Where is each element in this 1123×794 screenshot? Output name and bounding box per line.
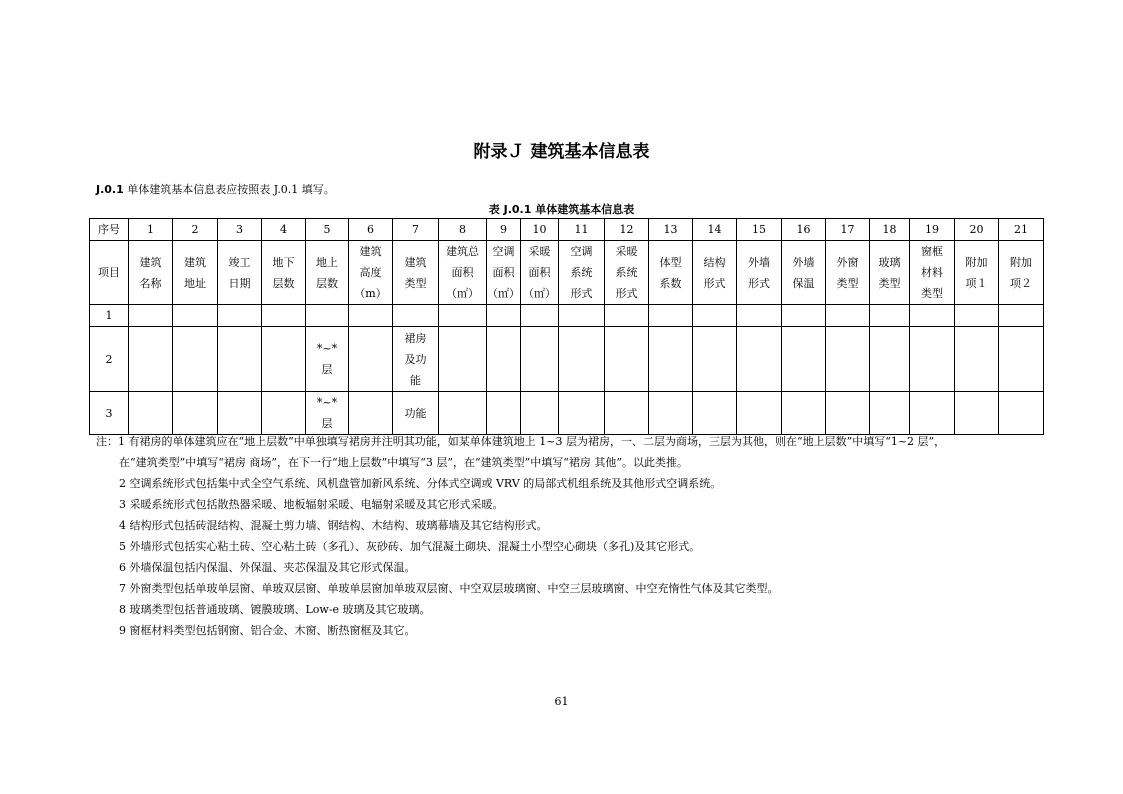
empty-cell <box>605 305 649 327</box>
header-cell-line: 建筑 <box>139 255 162 269</box>
empty-cell <box>487 305 521 327</box>
header-cell <box>870 241 910 305</box>
number-cell: 11 <box>559 219 605 241</box>
header-cell-line: 面积 <box>451 266 474 279</box>
empty-cell <box>693 392 737 435</box>
header-cell <box>129 241 173 305</box>
number-cell: 1 <box>129 219 173 241</box>
empty-cell <box>306 305 349 327</box>
header-cell-line: （㎡） <box>523 287 556 300</box>
empty-cell <box>262 327 306 392</box>
header-cell <box>955 241 999 305</box>
floors-above-cell-line: *~* <box>316 342 338 355</box>
number-cell: 12 <box>605 219 649 241</box>
empty-cell <box>605 392 649 435</box>
header-cell-line: （m） <box>354 287 387 300</box>
building-type-cell-line: 功能 <box>404 406 427 420</box>
header-cell <box>393 241 439 305</box>
number-cell: 10 <box>521 219 559 241</box>
header-cell-line: 类型 <box>921 287 943 300</box>
empty-cell <box>910 305 955 327</box>
header-cell-line: 项目 <box>98 266 120 279</box>
header-cell-line: 类型 <box>878 276 901 290</box>
table-row <box>90 327 1044 392</box>
building-type-cell-line: 及功 <box>404 352 427 366</box>
row-id-cell: 3 <box>90 392 129 435</box>
header-cell-line: （㎡） <box>487 287 520 300</box>
header-cell-line: 保温 <box>792 276 815 290</box>
header-cell-line: 空调 <box>492 245 515 258</box>
note-line: 9 窗框材料类型包括钢窗、铝合金、木窗、断热窗框及其它。 <box>119 624 416 637</box>
header-cell <box>605 241 649 305</box>
note-line: 6 外墙保温包括内保温、外保温、夹芯保温及其它形式保温。 <box>119 561 416 574</box>
header-cell-line: 形式 <box>570 287 593 300</box>
number-cell: 18 <box>870 219 910 241</box>
header-cell <box>693 241 737 305</box>
empty-cell <box>349 392 393 435</box>
header-cell <box>826 241 870 305</box>
header-cell-line: 面积 <box>492 266 515 279</box>
empty-cell <box>262 305 306 327</box>
empty-cell <box>521 327 559 392</box>
page-number: 61 <box>554 695 569 708</box>
header-cell-line: 结构 <box>703 255 726 269</box>
header-cell-line: 地下 <box>272 255 295 269</box>
notes-section <box>96 431 945 641</box>
empty-cell <box>129 327 173 392</box>
number-cell: 17 <box>826 219 870 241</box>
empty-cell <box>487 327 521 392</box>
header-cell-line: （㎡） <box>446 287 479 300</box>
empty-cell <box>649 392 693 435</box>
header-cell-line: 建筑 <box>184 255 206 269</box>
empty-cell <box>559 392 605 435</box>
header-cell-line: 外墙 <box>748 255 770 269</box>
building-type-cell-line: 裙房 <box>404 331 427 345</box>
header-cell-line: 类型 <box>404 276 427 290</box>
header-cell <box>559 241 605 305</box>
empty-cell <box>173 392 218 435</box>
empty-cell <box>173 305 218 327</box>
header-cell <box>173 241 218 305</box>
header-cell <box>649 241 693 305</box>
table-caption: 表 J.0.1 单体建筑基本信息表 <box>488 203 635 216</box>
empty-cell <box>955 305 999 327</box>
empty-cell <box>439 392 487 435</box>
empty-cell <box>737 327 782 392</box>
header-cell-line: 窗框 <box>921 245 943 258</box>
empty-cell <box>218 327 262 392</box>
table-header-row <box>90 241 1044 305</box>
header-cell-line: 项２ <box>1010 276 1032 290</box>
header-cell-line: 建筑总 <box>446 245 479 258</box>
header-cell <box>218 241 262 305</box>
header-cell-line: 材料 <box>921 266 943 279</box>
empty-cell <box>737 392 782 435</box>
building-type-cell <box>393 327 439 392</box>
empty-cell <box>559 327 605 392</box>
note-line: 8 玻璃类型包括普通玻璃、镀膜玻璃、Low-e 玻璃及其它玻璃。 <box>119 603 431 616</box>
header-cell-line: 附加 <box>965 255 988 269</box>
header-cell <box>521 241 559 305</box>
empty-cell <box>870 305 910 327</box>
number-cell: 2 <box>173 219 218 241</box>
building-type-cell-line: 能 <box>410 373 421 387</box>
header-cell-line: 建筑 <box>359 245 382 258</box>
number-cell: 7 <box>393 219 439 241</box>
header-cell-line: 面积 <box>528 266 551 279</box>
header-cell-line: 玻璃 <box>878 255 901 269</box>
empty-cell <box>605 327 649 392</box>
empty-cell <box>782 305 826 327</box>
header-cell-line: 高度 <box>359 266 382 279</box>
table-row <box>90 305 1044 327</box>
empty-cell <box>129 305 173 327</box>
header-cell-line: 采暖 <box>528 245 551 258</box>
empty-cell <box>999 327 1044 392</box>
header-cell-line: 日期 <box>228 276 251 290</box>
empty-cell <box>999 392 1044 435</box>
number-cell: 4 <box>262 219 306 241</box>
header-cell <box>90 241 129 305</box>
building-type-cell <box>393 392 439 435</box>
header-cell-line: 地址 <box>184 276 206 290</box>
number-cell: 3 <box>218 219 262 241</box>
number-cell: 15 <box>737 219 782 241</box>
header-cell <box>349 241 393 305</box>
empty-cell <box>649 327 693 392</box>
header-cell-line: 形式 <box>615 287 638 300</box>
header-cell <box>782 241 826 305</box>
header-cell <box>910 241 955 305</box>
number-cell: 5 <box>306 219 349 241</box>
header-cell-line: 竣工 <box>228 255 251 269</box>
empty-cell <box>955 327 999 392</box>
note-line: 注：1 有裙房的单体建筑应在“地上层数”中单独填写裙房并注明其功能，如某单体建筑地上 1~3 层为裙房，一、二层为商场，三层为其他，则在“地上层数”中填写“1~2 层”， <box>96 435 946 448</box>
header-cell-line: 形式 <box>703 276 726 290</box>
empty-cell <box>999 305 1044 327</box>
number-cell: 6 <box>349 219 393 241</box>
page-title: 附录Ｊ 建筑基本信息表 <box>473 142 650 162</box>
row-id-cell: 2 <box>90 327 129 392</box>
intro-paragraph <box>96 181 335 197</box>
header-cell-line: 建筑 <box>404 255 427 269</box>
number-cell: 19 <box>910 219 955 241</box>
floors-above-cell-line: 层 <box>321 417 333 430</box>
header-cell <box>306 241 349 305</box>
number-cell: 14 <box>693 219 737 241</box>
empty-cell <box>870 392 910 435</box>
empty-cell <box>218 392 262 435</box>
note-line: 7 外窗类型包括单玻单层窗、单玻双层窗、单玻单层窗加单玻双层窗、中空双层玻璃窗、中空三层玻璃窗、中空充惰性气体及其它类型。 <box>119 582 779 595</box>
empty-cell <box>129 392 173 435</box>
empty-cell <box>649 305 693 327</box>
header-cell-line: 层数 <box>272 276 295 290</box>
header-cell-line: 名称 <box>139 276 162 290</box>
floors-above-cell <box>306 327 349 392</box>
floors-above-cell-line: *~* <box>316 396 338 409</box>
number-cell: 16 <box>782 219 826 241</box>
note-line: 2 空调系统形式包括集中式全空气系统、风机盘管加新风系统、分体式空调或 VRV 的局部式机组系统及其他形式空调系统。 <box>119 477 722 490</box>
number-cell: 9 <box>487 219 521 241</box>
row-id-cell: 1 <box>90 305 129 327</box>
empty-cell <box>782 392 826 435</box>
empty-cell <box>693 305 737 327</box>
empty-cell <box>910 392 955 435</box>
note-line: 4 结构形式包括砖混结构、混凝土剪力墙、钢结构、木结构、玻璃幕墙及其它结构形式。 <box>119 519 548 532</box>
floors-above-cell-line: 层 <box>321 363 333 376</box>
header-cell-line: 系数 <box>659 276 682 290</box>
header-cell-line: 形式 <box>748 276 770 290</box>
header-cell <box>439 241 487 305</box>
header-cell <box>487 241 521 305</box>
empty-cell <box>559 305 605 327</box>
empty-cell <box>693 327 737 392</box>
header-cell-line: 附加 <box>1010 255 1032 269</box>
empty-cell <box>521 305 559 327</box>
number-cell: 20 <box>955 219 999 241</box>
number-cell: 序号 <box>90 219 129 241</box>
empty-cell <box>262 392 306 435</box>
table-row <box>90 392 1044 435</box>
empty-cell <box>521 392 559 435</box>
empty-cell <box>349 327 393 392</box>
empty-cell <box>826 392 870 435</box>
header-cell-line: 项１ <box>965 276 988 290</box>
header-cell-line: 系统 <box>570 266 593 279</box>
table-number-row <box>90 219 1044 241</box>
empty-cell <box>955 392 999 435</box>
empty-cell <box>393 305 439 327</box>
note-line: 5 外墙形式包括实心粘土砖、空心粘土砖（多孔）、灰砂砖、加气混凝土砌块、混凝土小型空心砌块（多孔)及其它形式。 <box>119 540 701 553</box>
building-info-table <box>89 218 1044 435</box>
empty-cell <box>910 327 955 392</box>
empty-cell <box>173 327 218 392</box>
header-cell <box>999 241 1044 305</box>
empty-cell <box>737 305 782 327</box>
number-cell: 21 <box>999 219 1044 241</box>
header-cell-line: 层数 <box>316 276 338 290</box>
header-cell-line: 外墙 <box>792 255 815 269</box>
empty-cell <box>870 327 910 392</box>
header-cell-line: 采暖 <box>615 245 638 258</box>
note-line: 在“建筑类型”中填写“裙房 商场”，在下一行“地上层数”中填写“3 层”，在“建筑类型”中填写“裙房 其他”。以此类推。 <box>119 456 688 469</box>
empty-cell <box>218 305 262 327</box>
number-cell: 13 <box>649 219 693 241</box>
note-line: 3 采暖系统形式包括散热器采暖、地板辐射采暖、电辐射采暖及其它形式采暖。 <box>119 498 504 511</box>
empty-cell <box>439 327 487 392</box>
clause-number: J.0.1 <box>96 183 124 196</box>
header-cell-line: 类型 <box>836 276 859 290</box>
header-cell-line: 地上 <box>316 255 338 269</box>
clause-text: 单体建筑基本信息表应按照表 J.0.1 填写。 <box>123 183 335 196</box>
empty-cell <box>826 305 870 327</box>
number-cell: 8 <box>439 219 487 241</box>
empty-cell <box>439 305 487 327</box>
header-cell <box>262 241 306 305</box>
header-cell-line: 空调 <box>570 245 593 258</box>
empty-cell <box>487 392 521 435</box>
header-cell-line: 体型 <box>659 255 682 269</box>
floors-above-cell <box>306 392 349 435</box>
header-cell-line: 外窗 <box>836 255 859 269</box>
header-cell-line: 系统 <box>615 266 638 279</box>
header-cell <box>737 241 782 305</box>
empty-cell <box>826 327 870 392</box>
empty-cell <box>349 305 393 327</box>
empty-cell <box>782 327 826 392</box>
